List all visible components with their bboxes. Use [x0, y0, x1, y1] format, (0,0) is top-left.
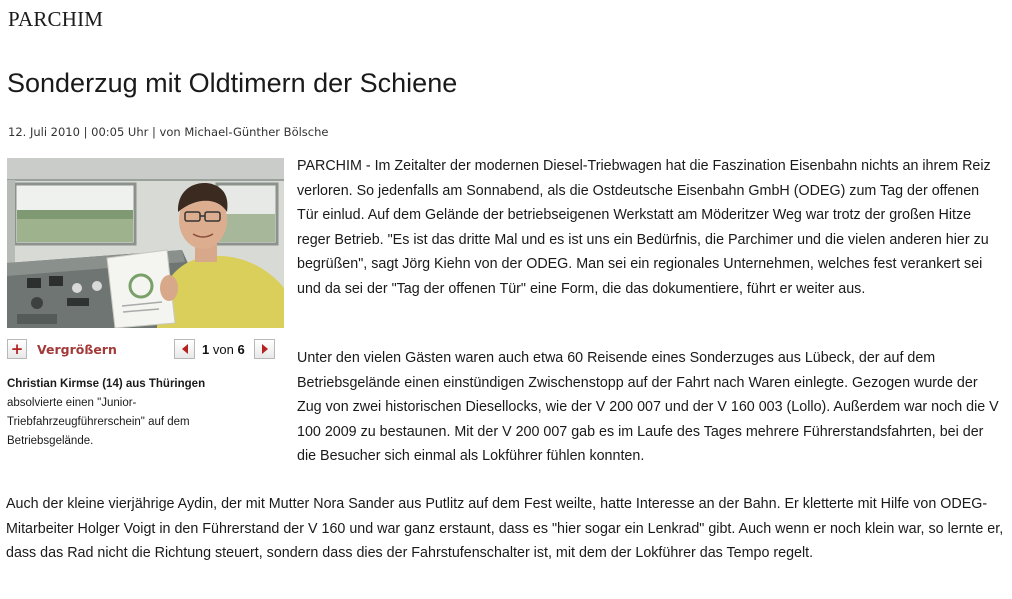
caption-text: absolvierte einen "Junior-Triebfahrzeugführerschein" auf dem Betriebsgelände. — [7, 397, 190, 447]
arrow-right-icon — [260, 343, 270, 355]
caption-title: Christian Kirmse (14) aus Thüringen — [7, 378, 206, 390]
image-counter — [202, 342, 245, 357]
enlarge-link[interactable]: Vergrößern — [37, 342, 117, 357]
article-headline: Sonderzug mit Oldtimern der Schiene — [7, 68, 458, 98]
plus-icon: + — [10, 340, 24, 358]
next-image-button[interactable] — [254, 339, 275, 359]
article-paragraph-3 — [6, 492, 1006, 566]
article-meta: 12. Juli 2010 | 00:05 Uhr | von Michael-Günther Bölsche — [8, 125, 329, 139]
arrow-left-icon — [180, 343, 190, 355]
counter-separator: von — [212, 342, 234, 357]
paragraph-text: PARCHIM - Im Zeitalter der modernen Diesel-Triebwagen hat die Faszination Eisenbahn nichts an ihrem Reiz verloren. So jedenfalls am Sonnabend, als die Ostdeutsche Eisenbahn GmbH (ODEG) zum Tag der offenen Tür einlud. Auf dem Gelände der betriebseigenen Werkstatt am Möderitzer Weg war trotz der großen Hitze reger Betrieb. "Es ist das dritte Mal und es ist uns ein Bedürfnis, die Parchimer und die vielen anderen hier zu begrüßen", sagt Jörg Kiehn von der ODEG. Man sei ein regionales Unternehmen, welches fest verankert sei und da sei der "Tag der offenen Tür" eine Form, die das dokumentiere, führt er weiter aus. — [297, 158, 991, 297]
paragraph-text: Auch der kleine vierjährige Aydin, der mit Mutter Nora Sander aus Putlitz auf dem Fest weilte, hatte Interesse an der Bahn. Er kletterte mit Hilfe von ODEG-Mitarbeiter Holger Voigt in den Führerstand der V 160 und war ganz erstaunt, dass es "hier sogar ein Lenkrad" gibt. Auch wenn er noch klein war, so lernte er, dass das Rad nicht die Richtung steuert, sondern dass dies der Fahrstufenschalter ist, mit dem der Lokführer das Tempo regelt. — [6, 496, 1004, 562]
paragraph-text: Unter den vielen Gästen waren auch etwa 60 Reisende eines Sonderzuges aus Lübeck, der auf dem Betriebsgelände einen einstündigen Zwischenstopp auf der Fahrt nach Waren einlegte. Gezogen wurde der Zug von zwei historischen Diesellocks, wie der V 200 007 und der V 160 003 (Lollo). Außerdem war noch die V 100 2009 zu bestaunen. Mit der V 200 007 gab es im Laufe des Tages mehrere Führerstandsfahrten, bei der die Besucher sich einmal als Lokführer fühlen konnten. — [297, 350, 999, 465]
enlarge-button[interactable] — [7, 339, 27, 359]
previous-image-button[interactable] — [174, 339, 195, 359]
article-paragraph-2 — [297, 346, 1002, 469]
section-title: PARCHIM — [8, 7, 104, 31]
article-photo[interactable] — [7, 158, 284, 328]
current-image-number: 1 — [202, 342, 210, 357]
total-image-number: 6 — [237, 342, 245, 357]
photo-image — [7, 158, 284, 328]
article-paragraph-1 — [297, 154, 997, 302]
photo-caption — [7, 375, 242, 451]
gallery-controls — [7, 338, 284, 362]
